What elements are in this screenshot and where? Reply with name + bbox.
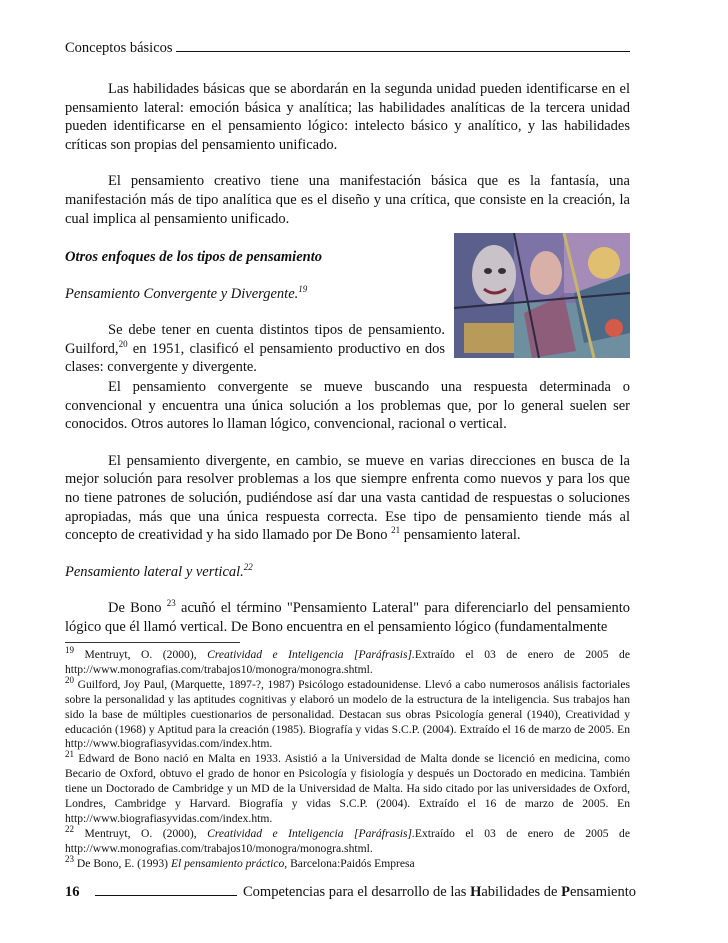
footnote-title: Creatividad e Inteligencia [Paráfrasis]. <box>207 648 415 661</box>
subheading-lateral-vertical <box>65 563 630 582</box>
footnote-ref-20: 20 <box>118 338 128 349</box>
footnote-23 <box>65 853 630 872</box>
subheading-text: Pensamiento lateral y vertical. <box>65 563 244 580</box>
paragraph-1: Las habilidades básicas que se abordarán en la segunda unidad pueden identificarse en el pensamiento lateral: emoción básica y analítica; las habilidades analíticas de la tercera unidad pueden identificarse en el pensamiento lógico: intelecto básico y analítico, y las habilidades críticas son propias del pensamiento unificado. <box>65 81 630 153</box>
footer-title-initial: H <box>470 884 482 900</box>
paragraph-3 <box>65 321 445 377</box>
footnote-ref-21: 21 <box>391 525 401 536</box>
paragraph-6-part-b: acuñó el término "Pensamiento Lateral" para diferenciarlo del pensamiento lógico que él llamó vertical. De Bono encuentra en el pensamiento lógico (fundamentalmente <box>65 600 630 635</box>
footer-title-part: abilidades de <box>481 884 562 900</box>
page-header <box>65 40 630 57</box>
footer-title-part: ensamiento <box>569 884 637 900</box>
footnote-number: 19 <box>65 645 74 656</box>
paragraph-5 <box>65 452 630 545</box>
main-text-block-3 <box>65 378 630 637</box>
footnote-21 <box>65 749 630 827</box>
footnote-number: 23 <box>65 853 74 864</box>
abstract-artwork-image <box>454 233 630 358</box>
paragraph-2: El pensamiento creativo tiene una manifestación básica que es la fantasía, una manifestación más de tipo analítica que es el diseño y una crítica, que consiste en la creación, la cual implica al pensamiento unificado. <box>65 173 630 227</box>
paragraph-5-part-a: El pensamiento divergente, en cambio, se mueve en varias direcciones en busca de la mejor solución para resolver problemas a los que siempre enfrenta como nuevos y para los que no tiene patrones de solución, pudiéndose así dar una vasta cantidad de respuestas o soluciones apropiadas, más que una única respuesta correcta. Ese tipo de pensamiento tiende más al concepto de creatividad y ha sido llamado por De Bono <box>65 452 630 544</box>
footnote-text: Mentruyt, O. (2000), <box>74 826 208 840</box>
paragraph-6 <box>65 599 630 636</box>
footnote-22 <box>65 824 630 857</box>
section-heading-otros-enfoques: Otros enfoques de los tipos de pensamiento <box>65 249 322 265</box>
footnote-text: De Bono, E. (1993) <box>74 856 171 870</box>
footnotes-block <box>65 645 630 872</box>
footnote-title: El pensamiento práctico <box>170 856 285 870</box>
footnote-separator <box>65 642 240 643</box>
footnote-19 <box>65 645 630 678</box>
paragraph-5-part-b: pensamiento lateral. <box>400 527 521 544</box>
footnote-ref-22: 22 <box>243 561 253 572</box>
artwork-svg <box>454 233 630 358</box>
paragraph-3-part-a: Se debe tener en cuenta distintos tipos de pensamiento. Guilford, <box>65 322 445 357</box>
footnote-number: 22 <box>65 824 74 835</box>
footnote-text: Extraído el 03 de enero de 2005 de http://www.monografias.com/trabajos10/monogra/monogra.shtml. <box>65 648 630 676</box>
footnote-text: Edward de Bono nació en Malta en 1933. Asistió a la Universidad de Malta donde se licenció en medicina, como Becario de Oxford, obtuvo el grado de honor en Psicología y fisiología y después un Doctorado en medicina. También tiene un Doctorado de Cambridge y un MD de la Universidad de Malta. Ha sido citado por las universidades de Oxford, Londres, Cambridge y Harvard. Biografía y vidas S.C.P. (2004). Extraído el 16 de marzo de 2005. En http://www.biografiasyvidas.com/index.htm. <box>65 752 630 825</box>
footnote-ref-23: 23 <box>166 598 176 609</box>
footer-title-initial: P <box>561 884 570 900</box>
header-title: Conceptos básicos <box>65 40 173 56</box>
paragraph-3-part-b: en 1951, clasificó el pensamiento productivo en dos clases: convergente y divergente. <box>65 340 445 376</box>
subheading-text: Pensamiento Convergente y Divergente. <box>65 285 299 302</box>
footnote-20 <box>65 674 630 753</box>
footer-title-part: Competencias para el desarrollo de las <box>243 884 471 900</box>
subheading-convergente-divergente <box>65 285 445 304</box>
footnote-ref-19: 19 <box>298 283 308 294</box>
footnote-text: Extraído el 03 de enero de 2005 de http://www.monografias.com/trabajos10/monogra/monogra.shtml. <box>65 826 630 855</box>
footnote-text: Mentruyt, O. (2000), <box>74 648 208 661</box>
footnote-title: Creatividad e Inteligencia [Paráfrasis]. <box>207 826 415 840</box>
main-text-block-1 <box>65 80 630 228</box>
footnote-number: 21 <box>65 749 74 760</box>
paragraph-4: El pensamiento convergente se mueve buscando una respuesta determinada o convencional y encuentra una única solución a los problemas que, por lo general suelen ser conocidos. Otros autores lo llaman lógico, convencional, racional o vertical. <box>65 379 630 433</box>
main-text-block-2 <box>65 248 445 377</box>
paragraph-6-part-a: De Bono <box>108 600 167 617</box>
page-footer <box>65 884 637 901</box>
footnote-number: 20 <box>65 674 74 685</box>
header-rule <box>176 40 630 52</box>
page-number: 16 <box>65 884 80 900</box>
footnote-text: Guilford, Joy Paul, (Marquette, 1897-?, 1987) Psicólogo estadounidense. Llevó a cabo numerosos análisis factoriales sobre la personalidad y las aptitudes cognitivas y elaboró un modelo de la estructura de la inteligencia. Sus trabajos han sido la base de múltiples cuestionarios de personalidad. Destacan sus obras Psicología general (1940), Creatividad y educación (1968) y Aptitud para la creación (1985). Biografía y vidas S.C.P. (2004). Extraído el 16 de marzo de 2005. En http://www.biografiasyvidas.com/index.htm. <box>65 677 630 751</box>
footer-rule <box>95 884 237 896</box>
footnote-text: , Barcelona:Paidós Empresa <box>284 856 415 870</box>
